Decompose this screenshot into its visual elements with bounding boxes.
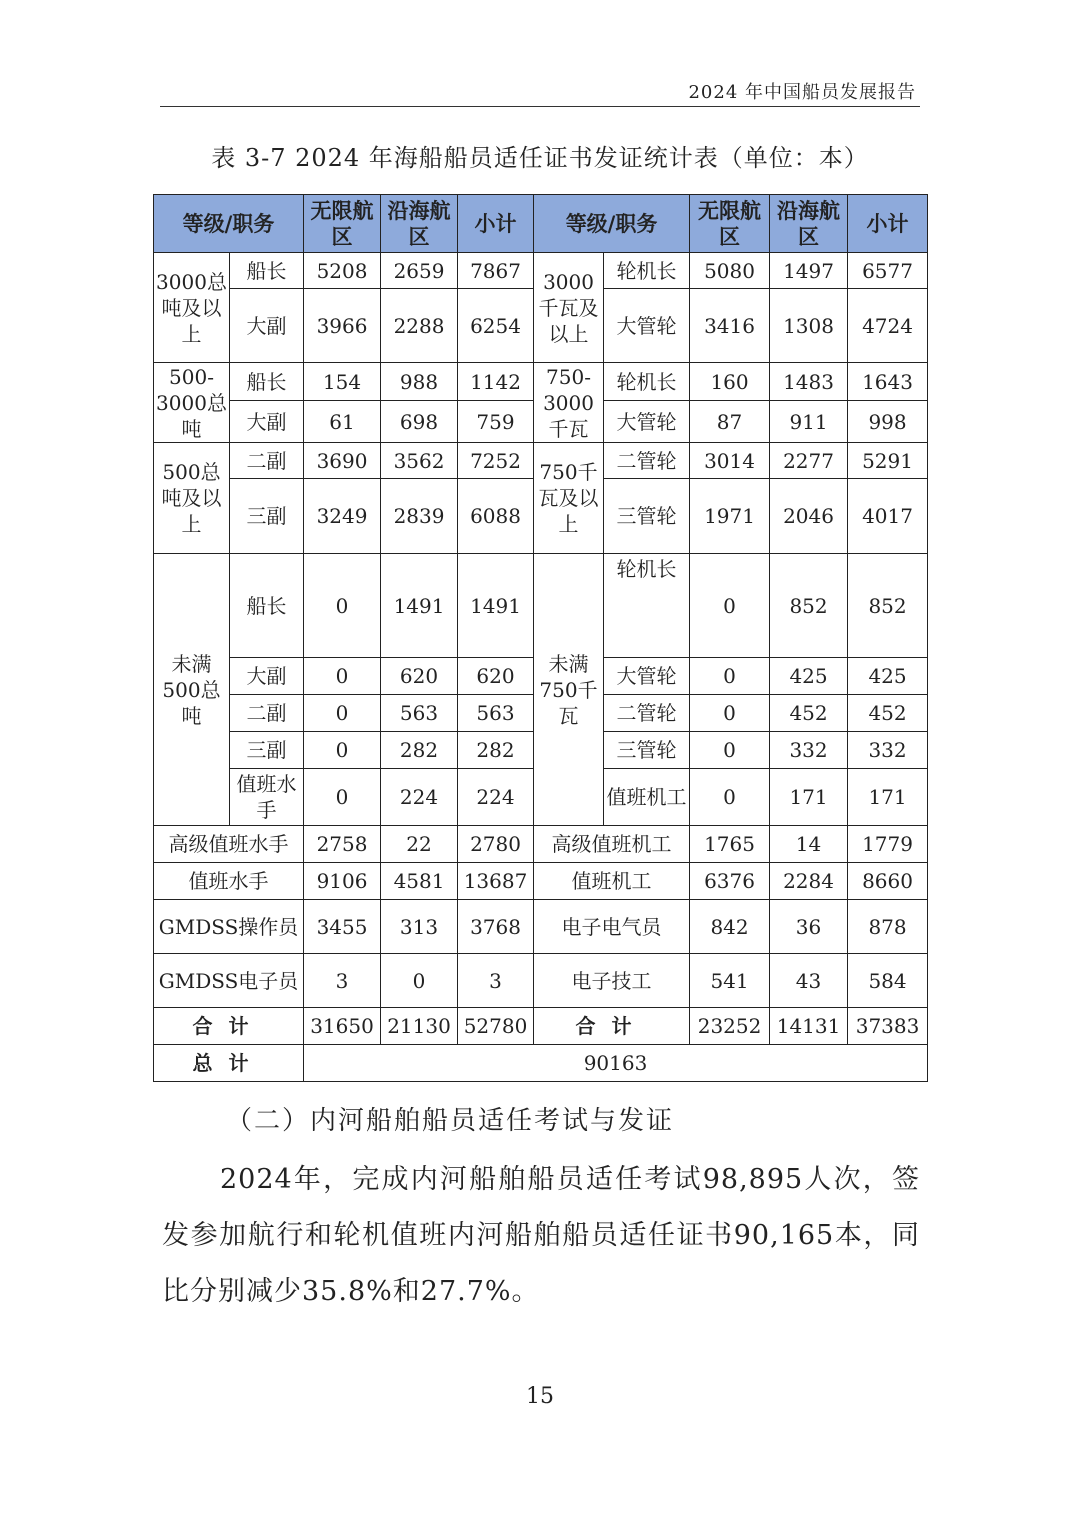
col-header-unlimited-right: 无限航区 [690,195,770,253]
value-cell: 4017 [848,479,928,554]
role-cell: 三管轮 [604,479,690,554]
subtotal-label: 合计 [154,1008,304,1045]
group-label: 未满750千瓦 [534,554,604,826]
value-cell: 878 [848,900,928,954]
role-cell: 大副 [230,289,304,363]
value-cell: 3 [304,954,381,1008]
value-cell: 1142 [458,363,534,401]
value-cell: 3562 [381,443,458,479]
value-cell: 1765 [690,826,770,863]
role-cell: 二管轮 [604,695,690,732]
role-cell: GMDSS操作员 [154,900,304,954]
value-cell: 842 [690,900,770,954]
certificate-table [153,194,928,1082]
value-cell: 3455 [304,900,381,954]
role-cell: 值班水手 [230,769,304,826]
value-cell: 3768 [458,900,534,954]
role-cell: 三副 [230,479,304,554]
value-cell: 43 [770,954,848,1008]
value-cell: 425 [848,658,928,695]
role-cell: 船长 [230,253,304,289]
value-cell: 6088 [458,479,534,554]
value-cell: 0 [690,695,770,732]
value-cell: 1779 [848,826,928,863]
value-cell: 5080 [690,253,770,289]
value-cell: 21130 [381,1008,458,1045]
value-cell: 425 [770,658,848,695]
role-cell: 大管轮 [604,401,690,443]
value-cell: 52780 [458,1008,534,1045]
value-cell: 1491 [381,554,458,658]
group-label: 未满500总吨 [154,554,230,826]
role-cell: 轮机长 [604,554,690,658]
role-cell: 高级值班机工 [534,826,690,863]
value-cell: 2839 [381,479,458,554]
section-title: （二）内河船舶船员适任考试与发证 [226,1106,675,1136]
value-cell: 6376 [690,863,770,900]
value-cell: 1483 [770,363,848,401]
value-cell: 2288 [381,289,458,363]
value-cell: 6577 [848,253,928,289]
value-cell: 0 [304,769,381,826]
value-cell: 282 [458,732,534,769]
value-cell: 2046 [770,479,848,554]
group-label: 3000千瓦及以上 [534,253,604,363]
value-cell: 620 [458,658,534,695]
role-cell: 船长 [230,554,304,658]
value-cell: 332 [848,732,928,769]
value-cell: 911 [770,401,848,443]
value-cell: 4724 [848,289,928,363]
value-cell: 171 [848,769,928,826]
table-header-row [154,195,928,253]
value-cell: 160 [690,363,770,401]
value-cell: 13687 [458,863,534,900]
value-cell: 3014 [690,443,770,479]
value-cell: 313 [381,900,458,954]
value-cell: 0 [690,658,770,695]
role-cell: 值班水手 [154,863,304,900]
role-cell: 二管轮 [604,443,690,479]
value-cell: 2758 [304,826,381,863]
table-row [154,554,928,658]
group-label: 500-3000总吨 [154,363,230,443]
col-header-subtotal-right: 小计 [848,195,928,253]
value-cell: 698 [381,401,458,443]
subtotal-label: 合计 [534,1008,690,1045]
page-number: 15 [526,1384,554,1409]
group-label: 750-3000千瓦 [534,363,604,443]
table-row [154,900,928,954]
grand-total-row [154,1045,928,1082]
role-cell: 高级值班水手 [154,826,304,863]
value-cell: 759 [458,401,534,443]
role-cell: 二副 [230,695,304,732]
col-header-grade-right: 等级/职务 [534,195,690,253]
role-cell: 值班机工 [534,863,690,900]
value-cell: 8660 [848,863,928,900]
role-cell: 轮机长 [604,253,690,289]
value-cell: 620 [381,658,458,695]
role-cell: 轮机长 [604,363,690,401]
role-cell: 大管轮 [604,289,690,363]
value-cell: 0 [304,695,381,732]
table-row [154,253,928,289]
role-cell: 三管轮 [604,732,690,769]
value-cell: 584 [848,954,928,1008]
value-cell: 37383 [848,1008,928,1045]
col-header-grade-left: 等级/职务 [154,195,304,253]
value-cell: 6254 [458,289,534,363]
value-cell: 852 [848,554,928,658]
role-cell: GMDSS电子员 [154,954,304,1008]
value-cell: 2659 [381,253,458,289]
value-cell: 7867 [458,253,534,289]
grand-total-label: 总计 [154,1045,304,1082]
table-caption: 表 3-7 2024 年海船船员适任证书发证统计表（单位：本） [211,144,869,172]
value-cell: 332 [770,732,848,769]
col-header-coastal: 沿海航区 [381,195,458,253]
group-label: 3000总吨及以上 [154,253,230,363]
value-cell: 61 [304,401,381,443]
page-header [160,76,920,107]
value-cell: 224 [458,769,534,826]
value-cell: 171 [770,769,848,826]
value-cell: 563 [458,695,534,732]
value-cell: 5208 [304,253,381,289]
role-cell: 值班机工 [604,769,690,826]
value-cell: 541 [690,954,770,1008]
value-cell: 3690 [304,443,381,479]
col-header-subtotal: 小计 [458,195,534,253]
value-cell: 2284 [770,863,848,900]
value-cell: 9106 [304,863,381,900]
value-cell: 1643 [848,363,928,401]
subtotal-row [154,1008,928,1045]
grand-total-value: 90163 [304,1045,928,1082]
value-cell: 3 [458,954,534,1008]
header-title: 2024 年中国船员发展报告 [688,82,916,103]
value-cell: 0 [304,732,381,769]
value-cell: 3966 [304,289,381,363]
group-label: 750千瓦及以上 [534,443,604,554]
value-cell: 23252 [690,1008,770,1045]
value-cell: 1971 [690,479,770,554]
table-row [154,443,928,479]
value-cell: 5291 [848,443,928,479]
role-cell: 电子技工 [534,954,690,1008]
value-cell: 988 [381,363,458,401]
value-cell: 0 [304,658,381,695]
value-cell: 2780 [458,826,534,863]
body-paragraph [162,1152,920,1320]
value-cell: 7252 [458,443,534,479]
value-cell: 22 [381,826,458,863]
value-cell: 2277 [770,443,848,479]
value-cell: 852 [770,554,848,658]
value-cell: 563 [381,695,458,732]
role-cell: 大副 [230,658,304,695]
table-row [154,826,928,863]
col-header-coastal-right: 沿海航区 [770,195,848,253]
value-cell: 3416 [690,289,770,363]
value-cell: 0 [381,954,458,1008]
role-cell: 电子电气员 [534,900,690,954]
value-cell: 0 [690,769,770,826]
value-cell: 3249 [304,479,381,554]
value-cell: 31650 [304,1008,381,1045]
value-cell: 282 [381,732,458,769]
role-cell: 大管轮 [604,658,690,695]
value-cell: 224 [381,769,458,826]
role-cell: 三副 [230,732,304,769]
role-cell: 大副 [230,401,304,443]
value-cell: 452 [770,695,848,732]
table-row [154,954,928,1008]
paragraph-text: 2024年，完成内河船舶船员适任考试98,895人次，签发参加航行和轮机值班内河船舶船员适任证书90,165本，同比分别减少35.8%和27.7%。 [162,1164,920,1307]
table-row [154,863,928,900]
value-cell: 452 [848,695,928,732]
value-cell: 0 [690,732,770,769]
value-cell: 87 [690,401,770,443]
value-cell: 14 [770,826,848,863]
value-cell: 14131 [770,1008,848,1045]
value-cell: 1497 [770,253,848,289]
group-label: 500总吨及以上 [154,443,230,554]
value-cell: 998 [848,401,928,443]
table-row [154,363,928,401]
role-cell: 船长 [230,363,304,401]
role-cell: 二副 [230,443,304,479]
value-cell: 0 [690,554,770,658]
value-cell: 1491 [458,554,534,658]
value-cell: 0 [304,554,381,658]
col-header-unlimited: 无限航区 [304,195,381,253]
value-cell: 36 [770,900,848,954]
value-cell: 154 [304,363,381,401]
value-cell: 4581 [381,863,458,900]
value-cell: 1308 [770,289,848,363]
